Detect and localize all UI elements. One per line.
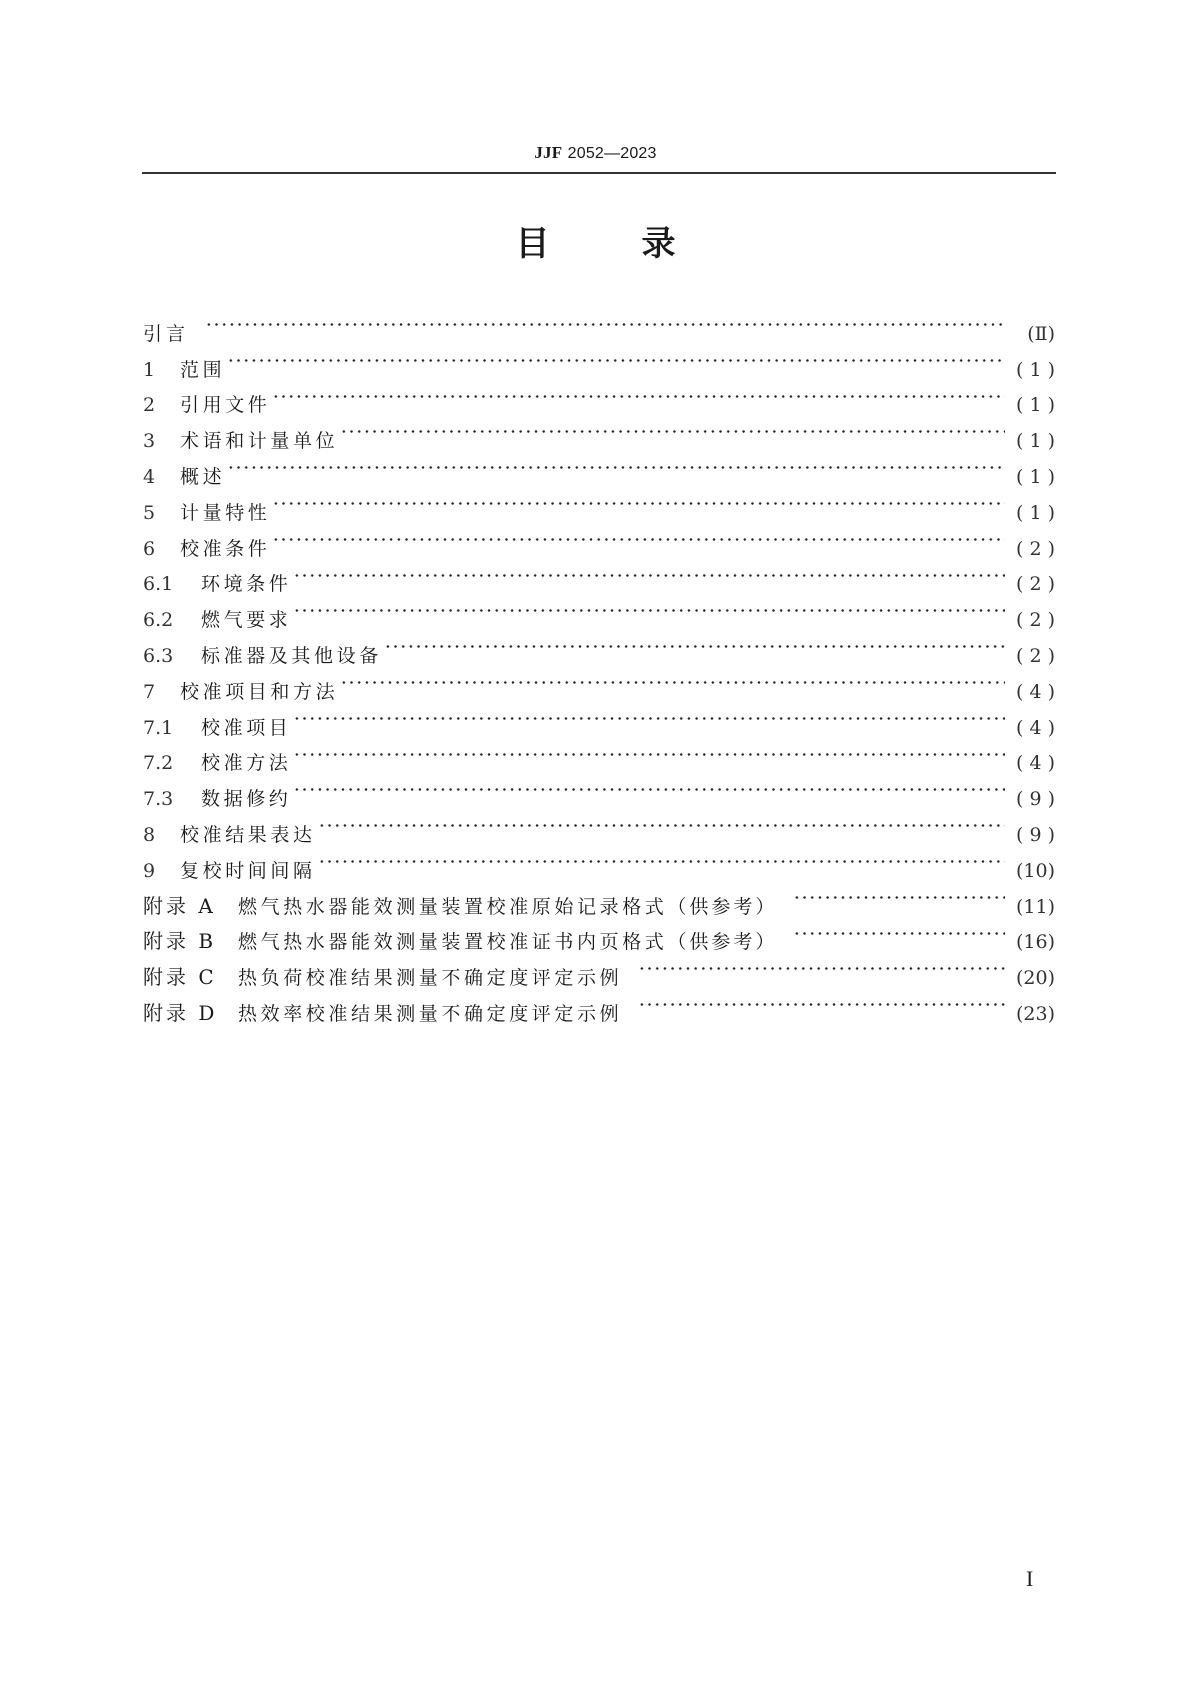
toc-entry-1[interactable] — [143, 340, 1055, 381]
toc-page-number: (10) — [1015, 859, 1055, 882]
toc-entry-label: 热效率校准结果测量不确定度评定示例 — [238, 1002, 623, 1025]
toc-entry-number: 9 — [143, 859, 156, 882]
toc-entry-number: 3 — [143, 430, 156, 453]
toc-dot-leader — [340, 411, 1005, 447]
toc-entry-label: 燃气要求 — [201, 609, 292, 632]
toc-dot-leader — [638, 948, 1005, 984]
standard-prefix: JJF — [534, 143, 563, 162]
toc-entry-label: 范围 — [180, 358, 226, 381]
toc-page-number: ( 1 ) — [1016, 501, 1055, 524]
toc-page-number: (20) — [1015, 967, 1055, 990]
toc-entry-number: 6.3 — [143, 644, 174, 667]
toc-dot-leader — [272, 483, 1005, 519]
toc-appendix-title: 燃气热水器能效测量装置校准证书内页格式 — [238, 931, 668, 954]
toc-dot-leader — [638, 984, 1005, 1020]
toc-entry-number: 6.2 — [143, 609, 174, 632]
toc-entry-number: 2 — [143, 394, 156, 417]
toc-page-number: ( 2 ) — [1016, 644, 1055, 667]
toc-entry-number: 1 — [143, 358, 156, 381]
toc-entry-number: 6 — [143, 537, 156, 560]
toc-entry-3[interactable] — [143, 411, 1055, 453]
page-title — [0, 222, 1191, 266]
toc-entry-label: 校准项目 — [201, 716, 292, 739]
toc-dot-leader — [293, 590, 1005, 626]
toc-entry-6-1[interactable] — [143, 555, 1055, 596]
toc-entry-4[interactable] — [143, 447, 1055, 488]
toc-entry-label: 计量特性 — [180, 501, 271, 524]
toc-entry-number: 7.1 — [143, 716, 174, 739]
toc-entry-6[interactable] — [143, 519, 1055, 560]
toc-page-number: ( 4 ) — [1016, 752, 1055, 775]
toc-page-number: ( 2 ) — [1016, 609, 1055, 632]
toc-page-number: (23) — [1015, 1002, 1055, 1025]
toc-page-number: ( 1 ) — [1016, 430, 1055, 453]
toc-entry-number: 4 — [143, 465, 156, 488]
toc-page-number: ( 1 ) — [1016, 394, 1055, 417]
toc-dot-leader — [227, 340, 1005, 376]
toc-page-number: ( 4 ) — [1016, 716, 1055, 739]
toc-dot-leader — [318, 805, 1005, 841]
toc-entry-label: 概述 — [180, 465, 226, 488]
toc-dot-leader — [205, 304, 1005, 340]
toc-entry-number: 7 — [143, 680, 156, 703]
toc-dot-leader — [340, 662, 1005, 698]
toc-entry-label: 引用文件 — [180, 394, 271, 417]
toc-entry-label: 环境条件 — [201, 573, 292, 596]
toc-entry-number: 7.2 — [143, 752, 174, 775]
toc-page-number: ( 2 ) — [1016, 573, 1055, 596]
toc-appendix-number: 附录 D — [143, 1000, 218, 1025]
toc-page-number: ( 4 ) — [1016, 680, 1055, 703]
toc-dot-leader — [384, 626, 1005, 662]
toc-dot-leader — [272, 376, 1005, 412]
toc-entry-preface[interactable] — [143, 304, 1055, 345]
toc-entry-label: 热负荷校准结果测量不确定度评定示例 — [238, 967, 623, 990]
title-char-2: 录 — [641, 224, 676, 264]
toc-appendix-number: 附录 A — [143, 893, 216, 918]
toc-entry-label: 校准条件 — [180, 537, 271, 560]
toc-dot-leader — [793, 913, 1005, 949]
toc-entry-label: 校准结果表达 — [180, 823, 316, 846]
table-of-contents — [143, 304, 1055, 1025]
toc-entry-label: 复校时间间隔 — [180, 859, 316, 882]
toc-page-number: (16) — [1015, 931, 1055, 954]
title-char-1: 目 — [515, 224, 550, 264]
toc-entry-label: 校准项目和方法 — [180, 680, 339, 703]
toc-entry-number: 8 — [143, 823, 156, 846]
toc-page-number: ( 1 ) — [1016, 358, 1055, 381]
toc-dot-leader — [293, 555, 1005, 591]
toc-entry-label: 校准方法 — [201, 752, 292, 775]
toc-page-number: ( 9 ) — [1016, 823, 1055, 846]
toc-appendix-note: （供参考） — [667, 931, 778, 954]
toc-page-number: ( 1 ) — [1016, 465, 1055, 488]
page-number-footer: I — [1026, 1566, 1034, 1591]
toc-entry-label: 标准器及其他设备 — [201, 644, 382, 667]
toc-entry-number: 7.3 — [143, 788, 174, 811]
toc-page-number: ( 9 ) — [1016, 788, 1055, 811]
page-header — [0, 142, 1191, 165]
toc-entry-number: 5 — [143, 501, 156, 524]
toc-page-number: (11) — [1015, 895, 1055, 918]
toc-entry-label: 引言 — [143, 322, 190, 345]
header-rule — [142, 172, 1056, 174]
toc-entry-5[interactable] — [143, 483, 1055, 524]
toc-dot-leader — [318, 841, 1005, 877]
toc-entry-label: 术语和计量单位 — [180, 430, 339, 453]
toc-dot-leader — [293, 734, 1005, 770]
toc-dot-leader — [793, 877, 1005, 913]
toc-entry-2[interactable] — [143, 376, 1055, 417]
toc-entry-label — [238, 890, 777, 926]
toc-dot-leader — [293, 769, 1005, 805]
toc-appendix-number: 附录 C — [143, 965, 217, 990]
toc-entry-label: 数据修约 — [201, 788, 292, 811]
toc-dot-leader — [272, 519, 1005, 555]
toc-entry-number: 6.1 — [143, 573, 174, 596]
toc-appendix-title: 燃气热水器能效测量装置校准原始记录格式 — [238, 895, 668, 918]
toc-page-number: ( 2 ) — [1016, 537, 1055, 560]
toc-dot-leader — [293, 698, 1005, 734]
toc-appendix-number: 附录 B — [143, 929, 217, 954]
toc-dot-leader — [227, 447, 1005, 483]
toc-appendix-note: （供参考） — [667, 895, 778, 918]
standard-number: 2052—2023 — [567, 145, 657, 162]
toc-page-number: (Ⅱ) — [1027, 322, 1055, 345]
